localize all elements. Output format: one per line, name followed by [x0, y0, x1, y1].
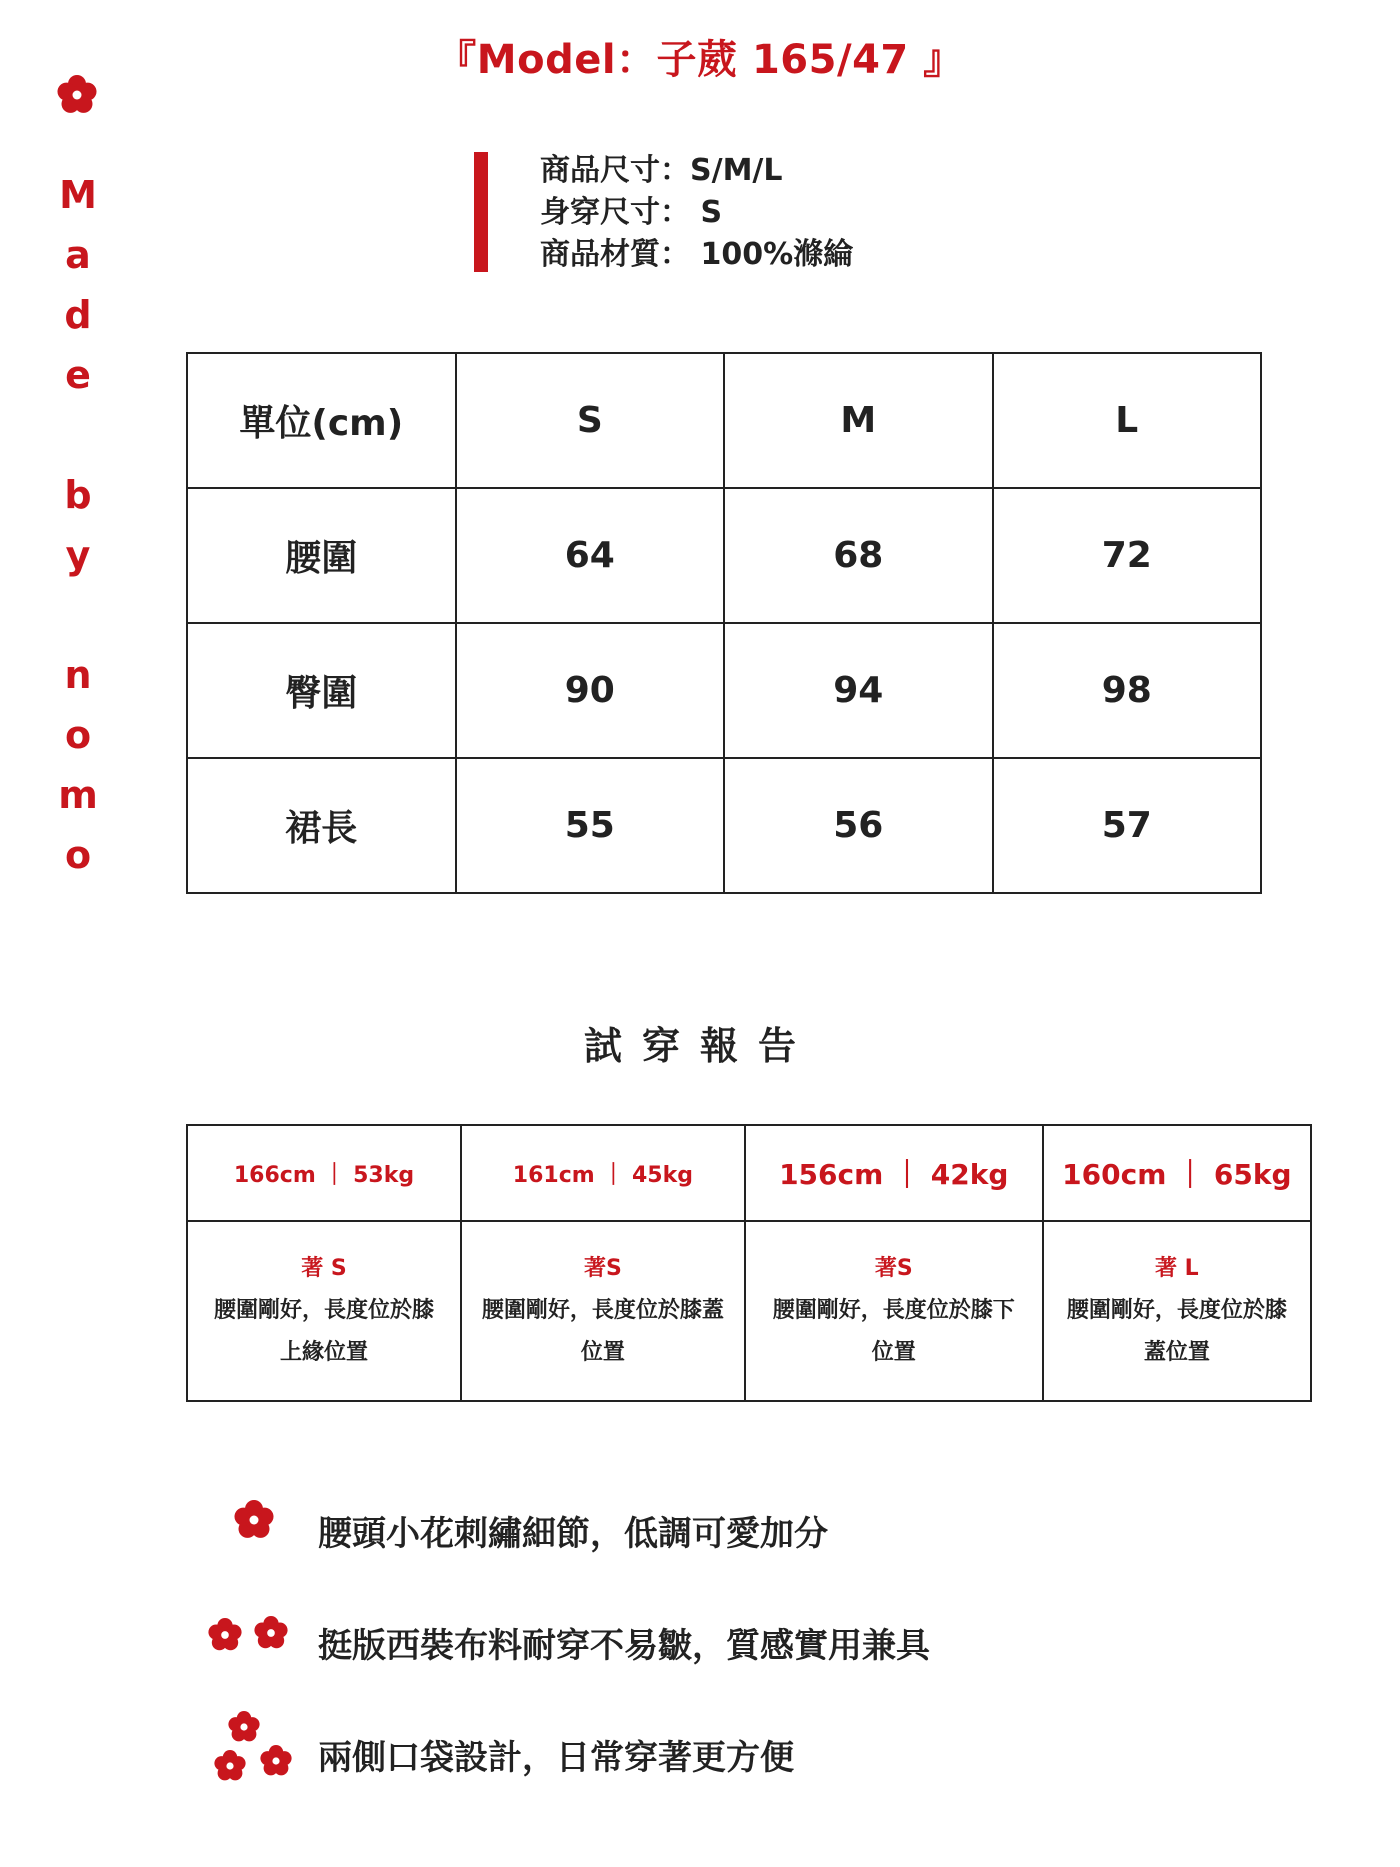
spec-value: S [690, 195, 723, 230]
feature-text: 挺版西裝布料耐穿不易皺，質感實用兼具 [318, 1626, 930, 1666]
report-cell [1043, 1221, 1311, 1401]
brand-letter: b [64, 473, 92, 517]
two-flowers-icon [202, 1612, 294, 1658]
fit-note: 蓋位置 [1143, 1340, 1210, 1365]
fit-note: 腰圍剛好，長度位於膝 [213, 1298, 434, 1323]
report-header-cell: 161cm ｜ 45kg [461, 1125, 745, 1221]
table-cell: 64 [456, 488, 724, 623]
brand-letter: a [65, 233, 91, 277]
table-cell: 72 [993, 488, 1262, 623]
three-flowers-icon [208, 1706, 298, 1788]
brand-letter: y [65, 533, 91, 577]
table-row [187, 488, 1261, 623]
fit-note: 上緣位置 [279, 1340, 368, 1365]
row-label: 臀圍 [187, 623, 456, 758]
header-cell-s: S [456, 353, 724, 488]
report-cell [187, 1221, 461, 1401]
spec-label: 商品材質： [540, 237, 690, 272]
table-row [187, 623, 1261, 758]
table-cell: 56 [724, 758, 992, 893]
row-label: 裙長 [187, 758, 456, 893]
brand-letter: n [64, 653, 92, 697]
table-cell: 90 [456, 623, 724, 758]
spec-row-wearing [540, 192, 853, 234]
table-cell: 68 [724, 488, 992, 623]
table-row [187, 758, 1261, 893]
spec-label: 身穿尺寸： [540, 195, 690, 230]
spec-row-size [540, 150, 853, 192]
brand-gap [56, 585, 100, 645]
spec-accent-bar [474, 152, 488, 272]
table-cell: 94 [724, 623, 992, 758]
row-label: 腰圍 [187, 488, 456, 623]
spec-label: 商品尺寸： [540, 153, 690, 188]
feature-text: 兩側口袋設計，日常穿著更方便 [318, 1738, 794, 1778]
report-header-cell: 156cm ｜ 42kg [745, 1125, 1043, 1221]
product-specs [540, 150, 853, 276]
brand-letter: M [59, 173, 97, 217]
brand-letter: d [64, 293, 92, 337]
wear-size: 著S [874, 1256, 913, 1281]
report-cell [745, 1221, 1043, 1401]
fit-note: 位置 [580, 1340, 625, 1365]
vertical-brand-text [56, 165, 100, 885]
feature-text: 腰頭小花刺繡細節，低調可愛加分 [318, 1514, 828, 1554]
wear-size: 著 L [1155, 1256, 1199, 1281]
fit-note: 腰圍剛好，長度位於膝 [1066, 1298, 1287, 1323]
fitting-report-table [186, 1124, 1312, 1402]
model-info-title: 『Model：子葳 165/47 』 [436, 37, 964, 83]
spec-value: S/M/L [690, 153, 783, 188]
size-chart-table [186, 352, 1262, 894]
wear-size: 著 S [301, 1256, 347, 1281]
fit-note: 腰圍剛好，長度位於膝蓋 [481, 1298, 724, 1323]
brand-letter: o [64, 833, 92, 877]
header-cell-l: L [993, 353, 1262, 488]
brand-gap [56, 405, 100, 465]
header-cell-unit: 單位(cm) [187, 353, 456, 488]
brand-letter: o [64, 713, 92, 757]
spec-row-material [540, 234, 853, 276]
table-cell: 98 [993, 623, 1262, 758]
report-header-cell: 166cm ｜ 53kg [187, 1125, 461, 1221]
brand-letter: e [65, 353, 91, 397]
fit-note: 腰圍剛好，長度位於膝下 [772, 1298, 1015, 1323]
one-flower-icon [226, 1492, 282, 1548]
fitting-report-title: 試穿報告 [583, 1024, 816, 1068]
header-cell-m: M [724, 353, 992, 488]
report-cell [461, 1221, 745, 1401]
report-body-row [187, 1221, 1311, 1401]
wear-size: 著S [583, 1256, 622, 1281]
fit-note: 位置 [871, 1340, 916, 1365]
table-header-row [187, 353, 1261, 488]
spec-value: 100%滌綸 [690, 237, 854, 272]
report-header-row [187, 1125, 1311, 1221]
report-header-cell: 160cm ｜ 65kg [1043, 1125, 1311, 1221]
table-cell: 55 [456, 758, 724, 893]
brand-letter: m [58, 773, 98, 817]
table-cell: 57 [993, 758, 1262, 893]
